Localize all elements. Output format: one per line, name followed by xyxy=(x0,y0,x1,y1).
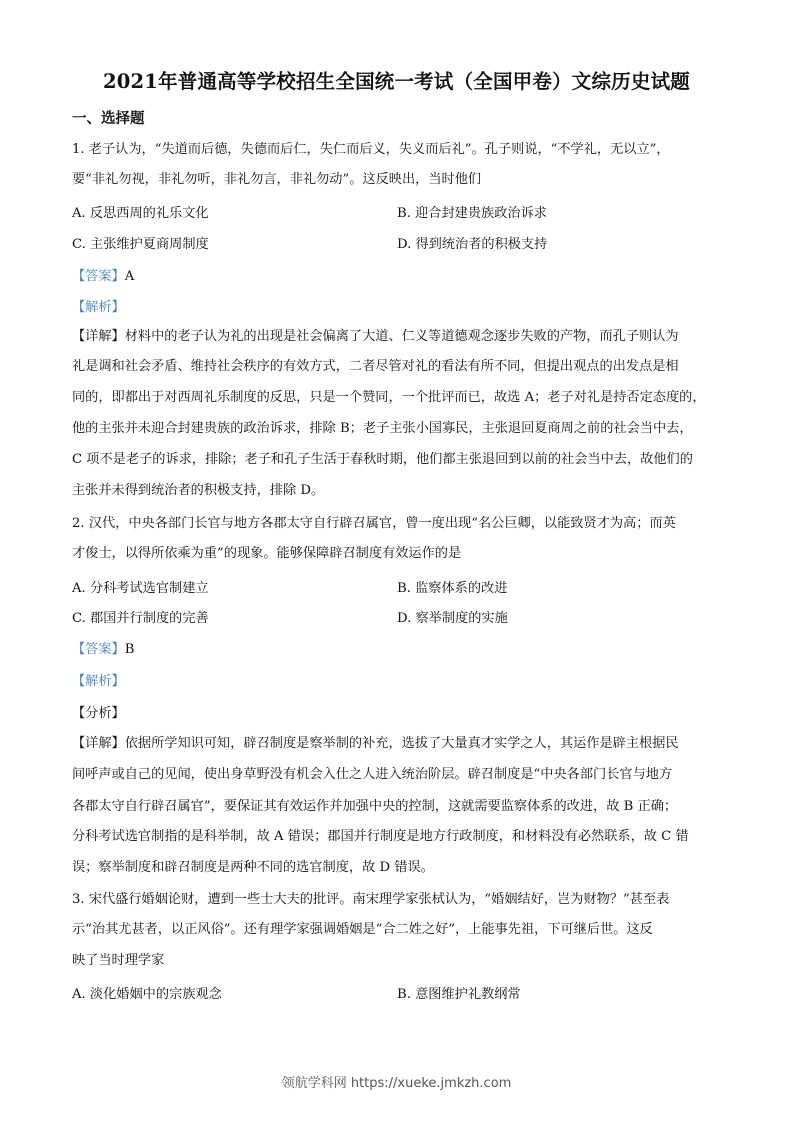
q1-option-d: D. 得到统治者的积极支持 xyxy=(397,237,548,252)
q2-answer xyxy=(72,638,134,657)
q1-answer-tag: 【答案】 xyxy=(72,269,125,284)
q2-option-a: A. 分科考试选官制建立 xyxy=(72,581,209,596)
q3-option-b: B. 意图维护礼教纲常 xyxy=(397,987,521,1002)
q1-detail-line-1: 【详解】材料中的老子认为礼的出现是社会偏离了大道、仁义等道德观念逐步失败的产物，而孔子则认为 xyxy=(72,329,679,344)
page-title: 2021年普通高等学校招生全国统一考试（全国甲卷）文综历史试题 xyxy=(103,70,690,93)
q2-detail-line-5: 误；察举制度和辟召制度是两种不同的选官制度，故 D 错误。 xyxy=(72,860,434,875)
q3-stem-line-1: 3. 宋代盛行婚姻论财，遭到一些士大夫的批评。南宋理学家张栻认为，“婚姻结好，岂为财物？”甚至表 xyxy=(72,892,670,907)
section-heading: 一、选择题 xyxy=(72,110,145,127)
q1-option-c: C. 主张维护夏商周制度 xyxy=(72,237,209,252)
q2-detail-line-2: 间呼声或自己的见闻，使出身草野没有机会入仕之人进入统治阶层。辟召制度是“中央各部门长官与地方 xyxy=(72,767,673,782)
q1-detail-line-6: 主张并未得到统治者的积极支持，排除 D。 xyxy=(72,483,325,498)
q2-fenxi-tag: 【分析】 xyxy=(72,706,125,721)
q1-detail-line-4: 他的主张并未迎合封建贵族的政治诉求，排除 B；老子主张小国寡民，主张退回夏商周之前的社会当中去， xyxy=(72,421,693,436)
q1-detail-line-2: 礼是调和社会矛盾、维持社会秩序的有效方式，二者尽管对礼的看法有所不同，但提出观点的出发点是相 xyxy=(72,359,679,374)
q2-option-d: D. 察举制度的实施 xyxy=(397,611,508,626)
q2-answer-value: B xyxy=(124,642,135,657)
q1-option-a: A. 反思西周的礼乐文化 xyxy=(72,206,209,221)
q1-stem-line-1: 1. 老子认为，“失道而后德，失德而后仁，失仁而后义，失义而后礼”。孔子则说，“不学礼，无以立”， xyxy=(72,142,670,157)
q1-answer-value: A xyxy=(124,269,135,284)
q1-stem-line-2: 要“非礼勿视，非礼勿听，非礼勿言，非礼勿动”。这反映出，当时他们 xyxy=(72,172,482,187)
q1-detail-line-5: C 项不是老子的诉求，排除；老子和孔子生活于春秋时期，他们都主张退回到以前的社会当中去，故他们的 xyxy=(72,452,693,467)
q2-analysis-tag: 【解析】 xyxy=(72,674,125,689)
q2-detail-line-1: 【详解】依据所学知识可知，辟召制度是察举制的补充，选拔了大量真才实学之人，其运作是辟主根据民 xyxy=(72,736,679,751)
q2-stem-line-1: 2. 汉代，中央各部门长官与地方各郡太守自行辟召属官，曾一度出现“名公巨卿，以能致贤才为高；而英 xyxy=(72,516,676,531)
q3-stem-line-2: 示“治其尤甚者，以正风俗”。还有理学家强调婚姻是“合二姓之好”，上能事先祖，下可继后世。这反 xyxy=(72,922,653,937)
q1-answer xyxy=(72,265,134,284)
q2-option-c: C. 郡国并行制度的完善 xyxy=(72,611,209,626)
q2-stem-line-2: 才俊士，以得所依乘为重”的现象。能够保障辟召制度有效运作的是 xyxy=(72,546,462,561)
q1-detail-line-3: 同的，即都出于对西周礼乐制度的反思，只是一个赞同，一个批评而已，故选 A；老子对礼是持否定态度的， xyxy=(72,390,706,405)
q3-option-a: A. 淡化婚姻中的宗族观念 xyxy=(72,987,222,1002)
q1-option-b: B. 迎合封建贵族政治诉求 xyxy=(397,206,547,221)
footer-watermark: 领航学科网 https://xueke.jmkzh.com xyxy=(281,1076,512,1091)
q2-detail-line-3: 各郡太守自行辟召属官”，要保证其有效运作并加强中央的控制，这就需要监察体系的改进，故 B 正确； xyxy=(72,799,678,814)
q2-answer-tag: 【答案】 xyxy=(72,642,125,657)
q3-stem-line-3: 映了当时理学家 xyxy=(72,953,165,968)
q1-analysis-tag: 【解析】 xyxy=(72,300,125,315)
q2-option-b: B. 监察体系的改进 xyxy=(397,581,508,596)
q2-detail-line-4: 分科考试选官制指的是科举制，故 A 错误；郡国并行制度是地方行政制度，和材料没有必然联系，故 C 错 xyxy=(72,829,689,844)
